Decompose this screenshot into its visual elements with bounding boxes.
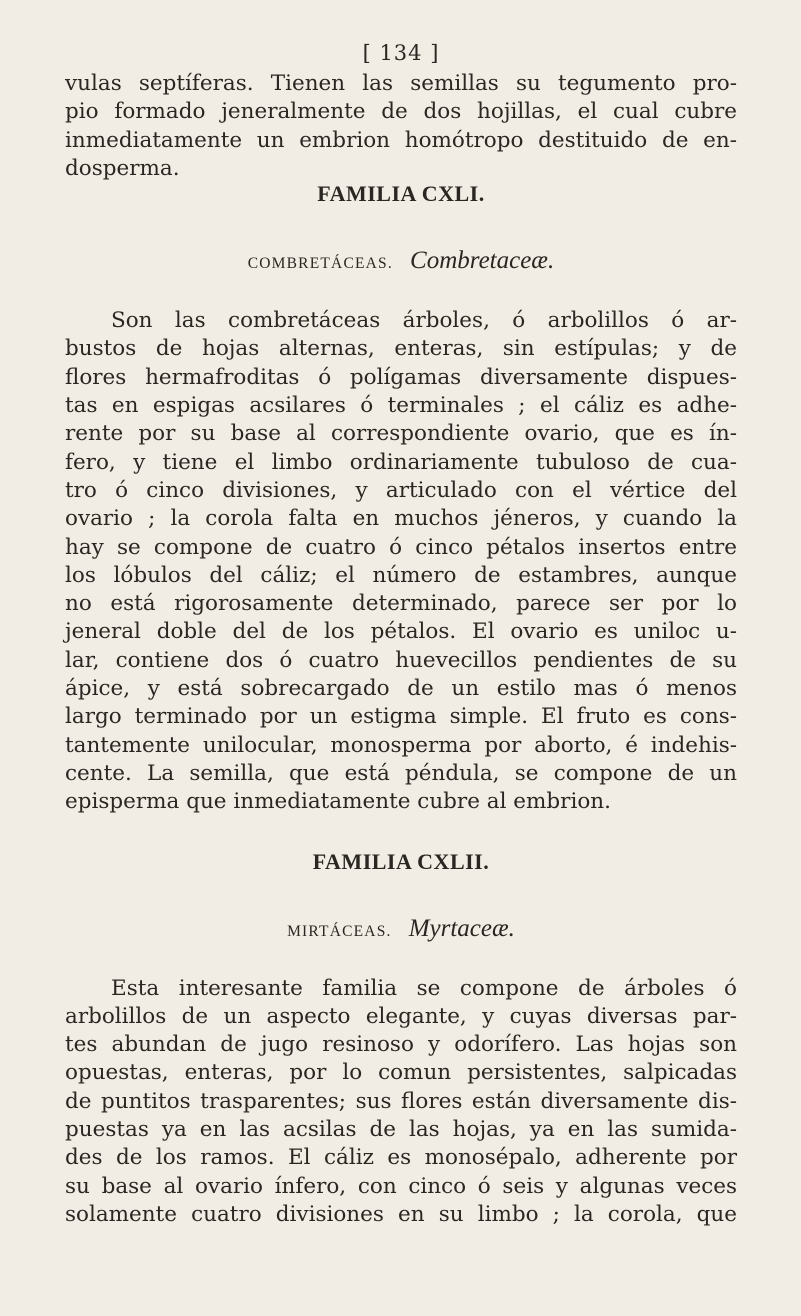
- text-line: los lóbulos del cáliz; el número de estambres, aunque: [65, 562, 737, 588]
- text-line: bustos de hojas alternas, enteras, sin estípulas; y de: [65, 336, 737, 362]
- text-line: ovario ; la corola falta en muchos jéneros, y cuando la: [65, 506, 737, 532]
- family-142-heading: FAMILIA CXLII.: [312, 848, 490, 874]
- text-line: dosperma.: [65, 155, 180, 181]
- text-line: lar, contiene dos ó cuatro huevecillos pendientes de su: [65, 647, 737, 673]
- text-line: tas en espigas acsilares ó terminales ; el cáliz es adhe-: [65, 393, 737, 419]
- family-141-names: [65, 245, 737, 277]
- text-line: opuestas, enteras, por lo comun persistentes, salpicadas: [65, 1060, 737, 1086]
- family-141-description: [65, 307, 737, 816]
- text-line: des de los ramos. El cáliz es monosépalo, adherente por: [65, 1145, 737, 1171]
- family-142-spanish-name: MIRTÁCEAS.: [287, 922, 392, 940]
- text-line: jeneral doble del de los pétalos. El ovario es uniloc u-: [65, 619, 737, 645]
- family-141-spanish-name: COMBRETÁCEAS.: [247, 255, 393, 273]
- family-142-description: [65, 975, 737, 1230]
- text-line: tantemente unilocular, monosperma por aborto, é indehis-: [65, 732, 737, 758]
- text-line: de puntitos trasparentes; sus flores están diversamente dis-: [65, 1088, 737, 1114]
- text-line: Esta interesante familia se compone de árboles ó: [111, 975, 737, 1001]
- text-line: flores hermafroditas ó polígamas diversamente dispues-: [65, 364, 737, 390]
- text-line: no está rigorosamente determinado, parece ser por lo: [65, 591, 737, 617]
- text-line: arbolillos de un aspecto elegante, y cuyas diversas par-: [65, 1003, 737, 1029]
- text-line: tes abundan de jugo resinoso y odorífero. Las hojas son: [65, 1032, 737, 1058]
- text-line: Son las combretáceas árboles, ó arbolillos ó ar-: [111, 308, 737, 334]
- text-line: puestas ya en las acsilas de las hojas, ya en las sumida-: [65, 1117, 737, 1143]
- text-line: pio formado jeneralmente de dos hojillas, el cual cubre: [65, 99, 737, 125]
- book-page: [65, 40, 737, 1229]
- text-line: inmediatamente un embrion homótropo destituido de en-: [65, 127, 737, 153]
- text-line: rente por su base al correspondiente ovario, que es ín-: [65, 421, 737, 447]
- page-number: [ 134 ]: [362, 41, 440, 65]
- text-line: su base al ovario ínfero, con cinco ó seis y algunas veces: [65, 1173, 737, 1199]
- text-line: cente. La semilla, que está péndula, se compone de un: [65, 760, 737, 786]
- text-line: largo terminado por un estigma simple. El fruto es cons-: [65, 704, 737, 730]
- intro-paragraph: [65, 70, 737, 183]
- text-line: ápice, y está sobrecargado de un estilo mas ó menos: [65, 676, 737, 702]
- text-line: episperma que inmediatamente cubre al embrion.: [65, 789, 611, 815]
- family-142-latin-name: Myrtaceæ.: [408, 914, 515, 942]
- family-141-heading: FAMILIA CXLI.: [317, 181, 485, 207]
- family-141-latin-name: Combretaceæ.: [410, 247, 555, 275]
- text-line: solamente cuatro divisiones en su limbo ; la corola, que: [65, 1201, 737, 1227]
- family-142-names: [65, 913, 737, 945]
- text-line: tro ó cinco divisiones, y articulado con el vértice del: [65, 477, 737, 503]
- text-line: hay se compone de cuatro ó cinco pétalos insertos entre: [65, 534, 737, 560]
- text-line: vulas septíferas. Tienen las semillas su tegumento pro-: [65, 71, 737, 96]
- text-line: fero, y tiene el limbo ordinariamente tubuloso de cua-: [65, 449, 737, 475]
